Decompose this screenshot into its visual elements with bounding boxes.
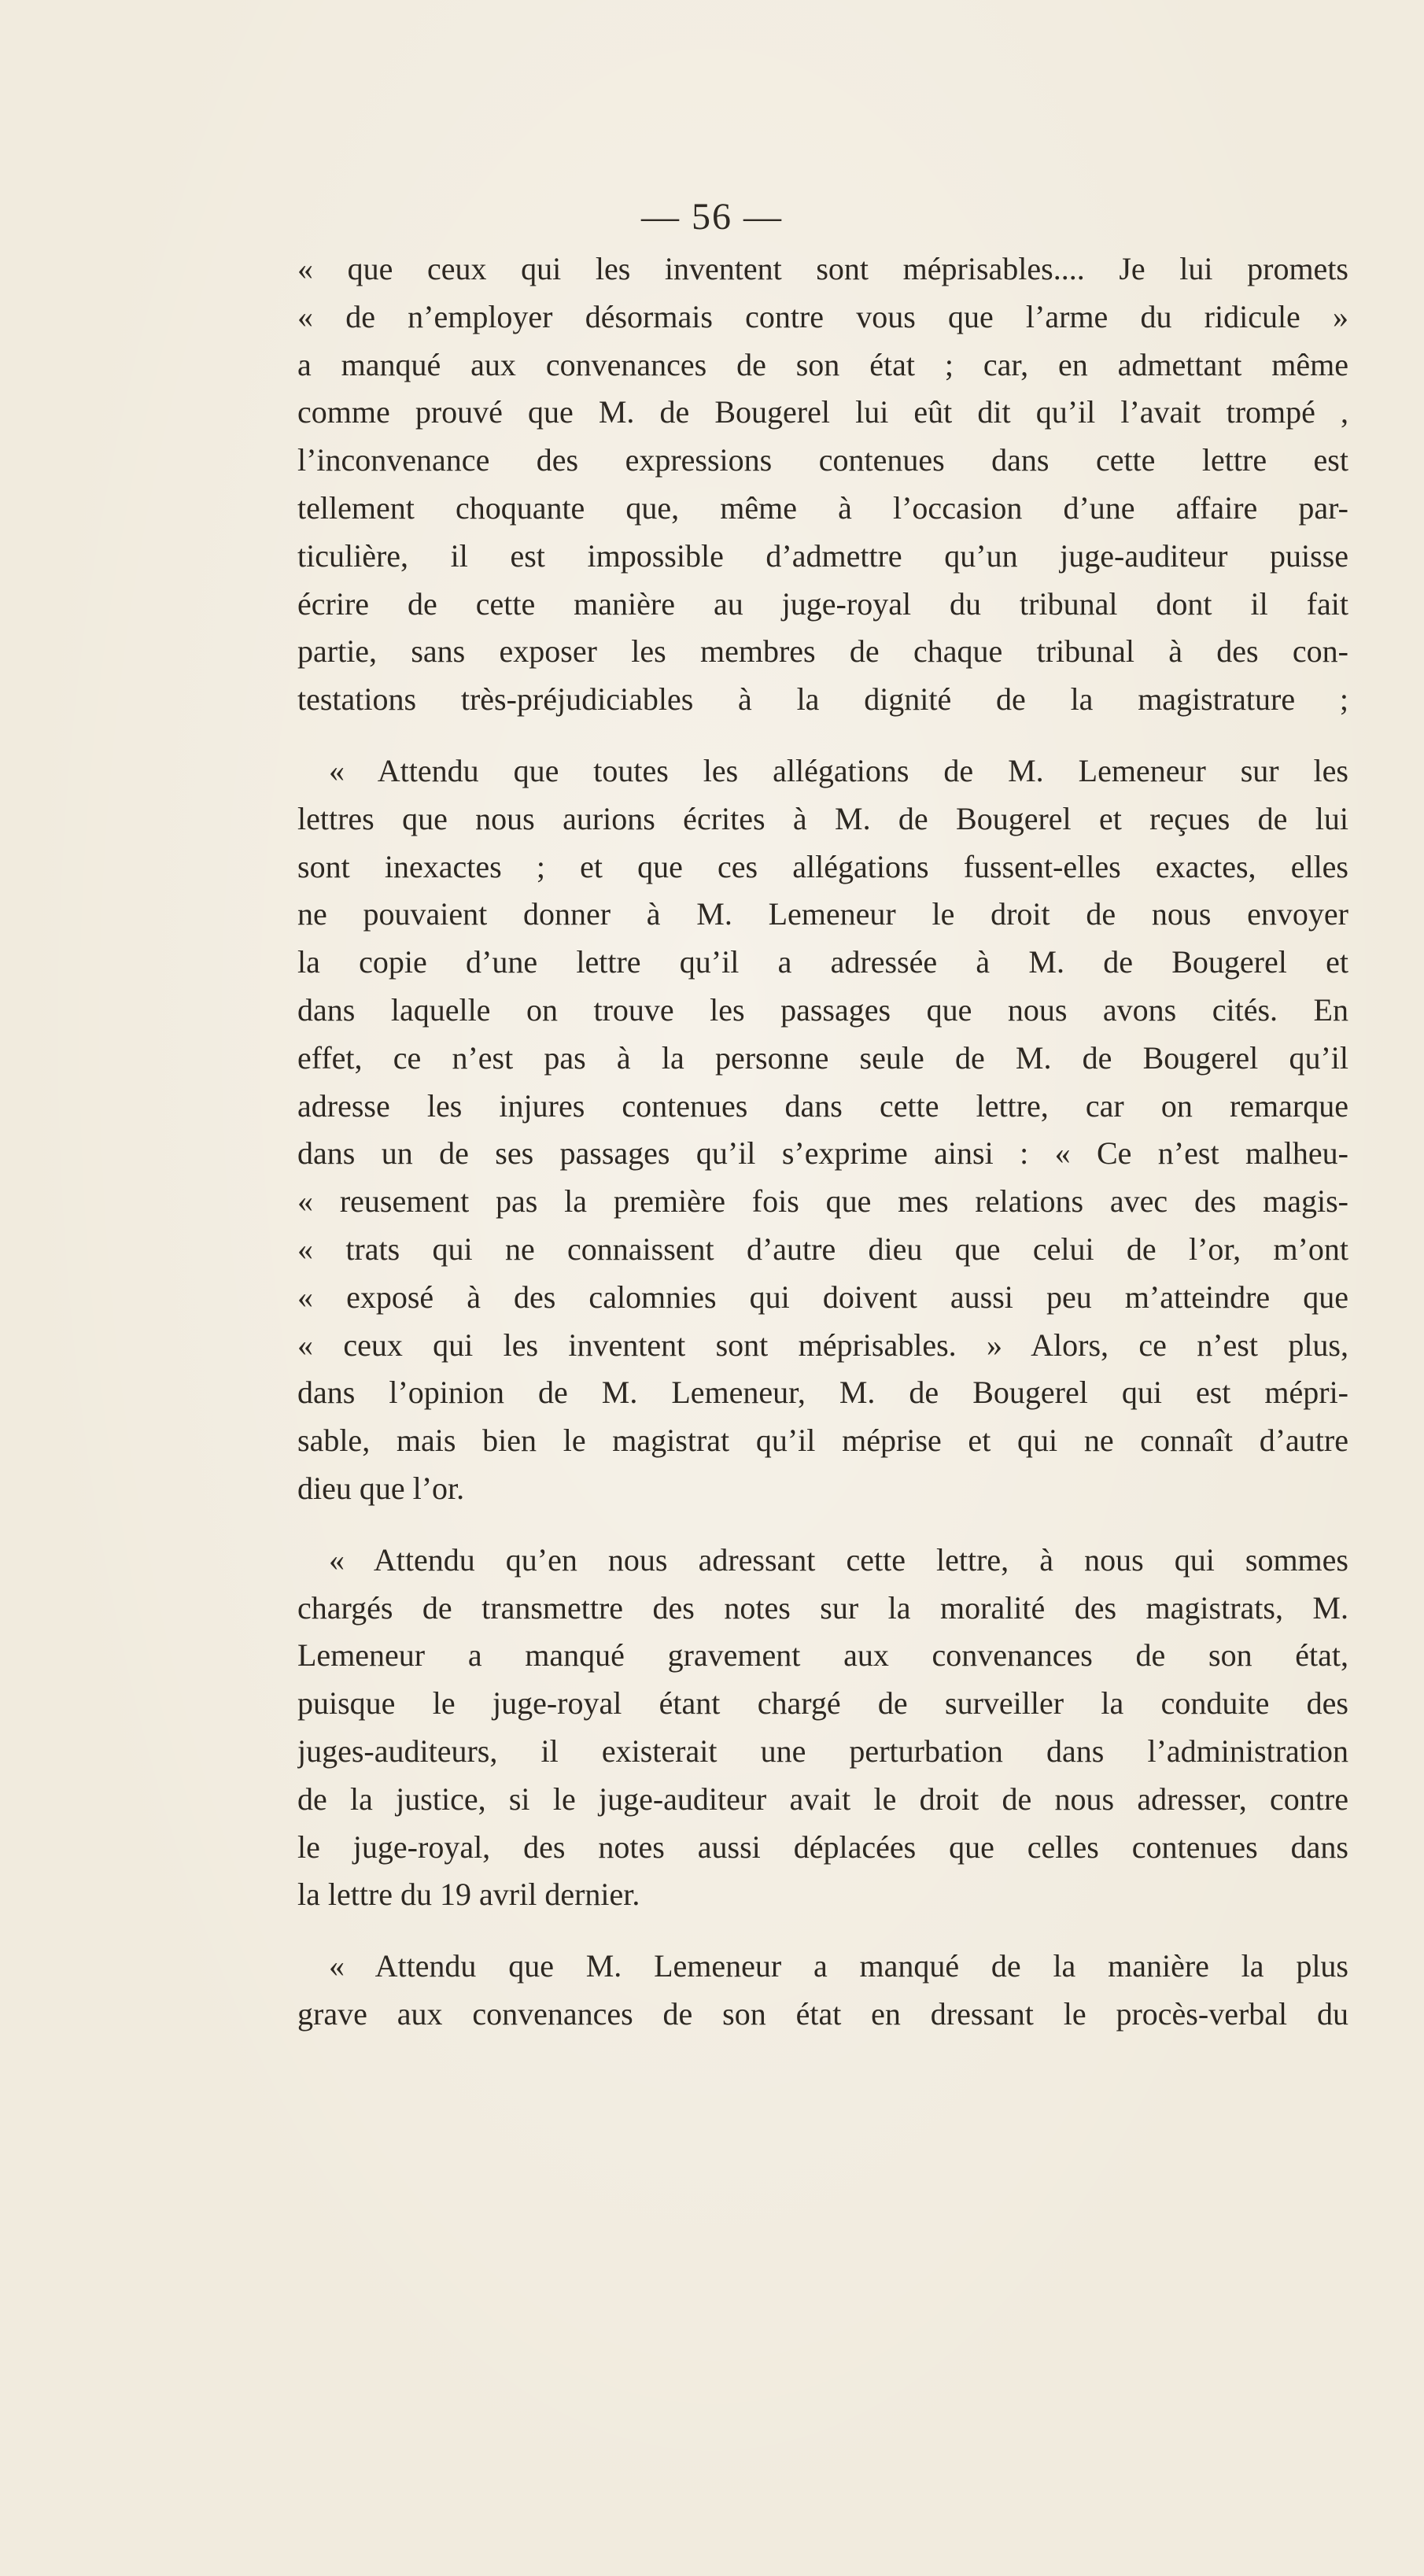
text-line: ne pouvaient donner à M. Lemeneur le droit de nous envoyer <box>297 896 1348 932</box>
text-line: chargés de transmettre des notes sur la moralité des magistrats, M. <box>297 1589 1348 1626</box>
text-line: juges-auditeurs, il existerait une perturbation dans l’administration <box>297 1733 1348 1769</box>
text-line: a manqué aux convenances de son état ; car, en admettant même <box>297 346 1348 382</box>
text-line: « ceux qui les inventent sont méprisables. » Alors, ce n’est plus, <box>297 1327 1348 1363</box>
paragraph <box>297 1537 1348 1919</box>
text-line: « Attendu que toutes les allégations de M. Lemeneur sur les <box>329 752 1348 788</box>
paragraph <box>297 1943 1348 2039</box>
paragraph-gap <box>297 1513 1348 1537</box>
text-line: « reusement pas la première fois que mes relations avec des magis- <box>297 1183 1348 1220</box>
text-line: ticulière, il est impossible d’admettre qu’un juge-auditeur puisse <box>297 537 1348 574</box>
body-text <box>297 245 1348 2039</box>
text-line: sable, mais bien le magistrat qu’il méprise et qui ne connaît d’autre <box>297 1423 1348 1459</box>
paragraph-gap <box>297 724 1348 747</box>
text-line: tellement choquante que, même à l’occasion d’une affaire par- <box>297 489 1348 526</box>
text-line: effet, ce n’est pas à la personne seule de M. de Bougerel qu’il <box>297 1039 1348 1076</box>
text-line: Lemeneur a manqué gravement aux convenances de son état, <box>297 1637 1348 1674</box>
text-line: la copie d’une lettre qu’il a adressée à M. de Bougerel et <box>297 944 1348 980</box>
text-line: testations très-préjudiciables à la dignité de la magistrature ; <box>297 681 1348 718</box>
paragraph <box>297 245 1348 724</box>
text-line: dans laquelle on trouve les passages que nous avons cités. En <box>297 991 1348 1028</box>
text-line: adresse les injures contenues dans cette lettre, car on remarque <box>297 1087 1348 1124</box>
paragraph-gap <box>297 1919 1348 1943</box>
text-line: le juge-royal, des notes aussi déplacées que celles contenues dans <box>297 1829 1348 1865</box>
text-line: « Attendu que M. Lemeneur a manqué de la manière la plus <box>329 1948 1348 1984</box>
text-line: « trats qui ne connaissent d’autre dieu que celui de l’or, m’ont <box>297 1231 1348 1267</box>
text-line: lettres que nous aurions écrites à M. de Bougerel et reçues de lui <box>297 800 1348 836</box>
text-line: dieu que l’or. <box>297 1470 465 1506</box>
text-line: de la justice, si le juge-auditeur avait le droit de nous adresser, contre <box>297 1781 1348 1817</box>
text-line: puisque le juge-royal étant chargé de surveiller la conduite des <box>297 1685 1348 1722</box>
text-line: sont inexactes ; et que ces allégations fussent-elles exactes, elles <box>297 848 1348 884</box>
text-line: dans l’opinion de M. Lemeneur, M. de Bougerel qui est mépri- <box>297 1375 1348 1411</box>
paragraph <box>297 747 1348 1513</box>
text-line: la lettre du 19 avril dernier. <box>297 1877 640 1913</box>
page-number: — 56 — <box>641 196 783 238</box>
text-line: « de n’employer désormais contre vous que l’arme du ridicule » <box>297 298 1348 334</box>
text-line: écrire de cette manière au juge-royal du tribunal dont il fait <box>297 585 1348 622</box>
text-line: « que ceux qui les inventent sont méprisables.... Je lui promets <box>297 251 1348 286</box>
text-line: dans un de ses passages qu’il s’exprime ainsi : « Ce n’est malheu- <box>297 1135 1348 1172</box>
text-line: « Attendu qu’en nous adressant cette lettre, à nous qui sommes <box>329 1541 1348 1578</box>
text-line: comme prouvé que M. de Bougerel lui eût dit qu’il l’avait trompé , <box>297 394 1348 430</box>
text-line: partie, sans exposer les membres de chaque tribunal à des con- <box>297 633 1348 670</box>
text-line: l’inconvenance des expressions contenues dans cette lettre est <box>297 442 1348 478</box>
text-line: grave aux convenances de son état en dressant le procès-verbal du <box>297 1995 1348 2032</box>
text-line: « exposé à des calomnies qui doivent aussi peu m’atteindre que <box>297 1279 1348 1315</box>
